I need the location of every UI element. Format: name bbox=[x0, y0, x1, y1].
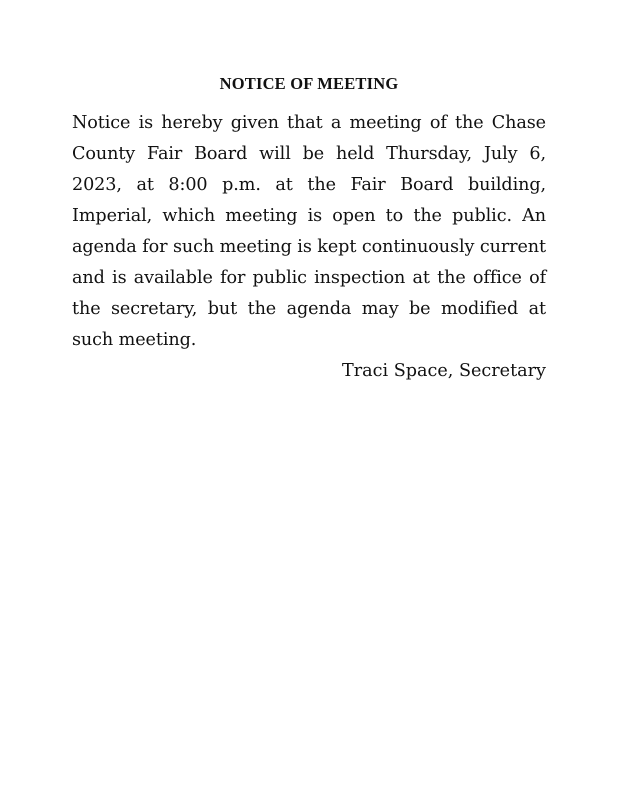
notice-signature: Traci Space, Secretary bbox=[341, 361, 546, 381]
notice-body-text: Notice is hereby given that a meeting of the Chase County Fair Board will be held Thursday, July 6, 2023, at 8:00 p.m. at the Fair Board building, Imperial, which meeting is open to the public. An agenda for such meeting is kept continuously current and is available for public inspection at the office of the secretary, but the agenda may be modified at such meeting. bbox=[72, 113, 546, 350]
notice-title: NOTICE OF MEETING bbox=[219, 74, 399, 93]
meeting-notice bbox=[72, 72, 546, 387]
